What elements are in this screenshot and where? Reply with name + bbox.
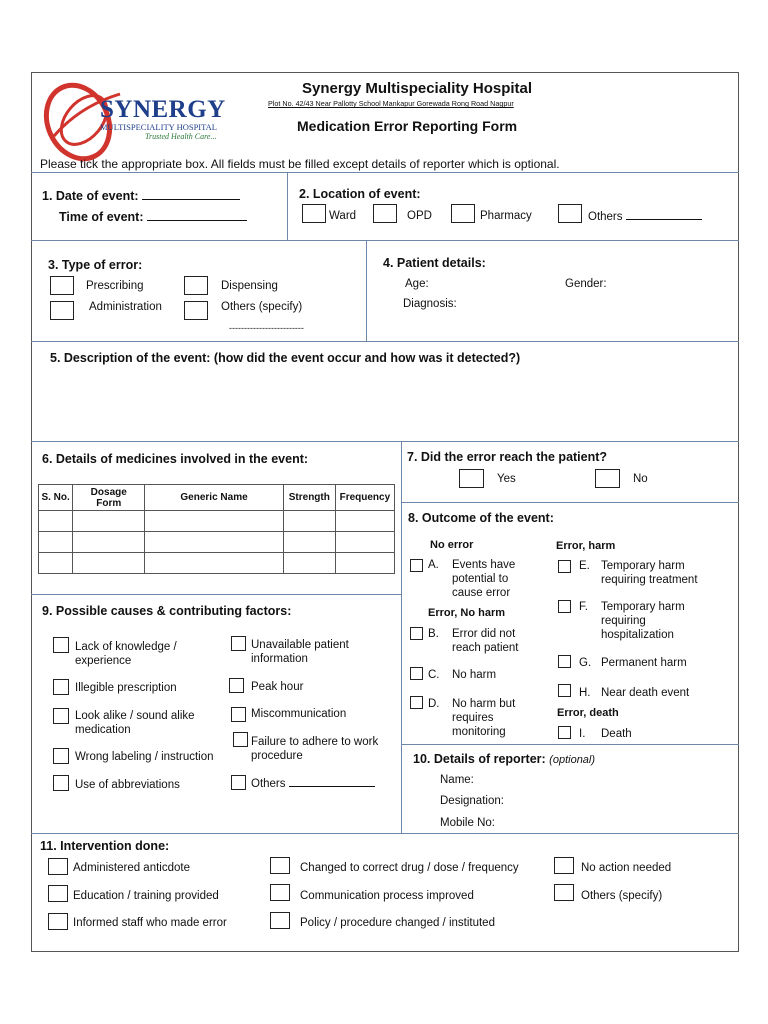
outcome-f-checkbox[interactable] bbox=[558, 600, 571, 613]
divider bbox=[31, 240, 739, 241]
outcome-i-checkbox[interactable] bbox=[558, 726, 571, 739]
cause-failure-line1: Failure to adhere to work bbox=[251, 736, 379, 748]
pharmacy-label: Pharmacy bbox=[480, 210, 532, 222]
outcome-h-text: Near death event bbox=[601, 687, 690, 699]
table-row[interactable] bbox=[39, 511, 395, 532]
outcome-a-checkbox[interactable] bbox=[410, 559, 423, 572]
others-location-checkbox[interactable] bbox=[558, 204, 582, 223]
informed-staff-checkbox[interactable] bbox=[48, 913, 68, 930]
administration-checkbox[interactable] bbox=[50, 301, 74, 320]
logo-subtitle: MULTISPECIALITY HOSPITAL bbox=[100, 122, 217, 132]
cause-others-field[interactable] bbox=[289, 776, 375, 787]
cause-miscommunication-checkbox[interactable] bbox=[231, 707, 246, 722]
outcome-b-line1: Error did not bbox=[452, 628, 516, 640]
cause-lookalike-line1: Look alike / sound alike bbox=[75, 710, 195, 722]
outcome-a-line2: potential to bbox=[452, 573, 509, 585]
outcome-a-line1: Events have bbox=[452, 559, 516, 571]
date-of-event-field[interactable] bbox=[142, 189, 240, 200]
informed-staff-label: Informed staff who made error bbox=[73, 917, 227, 929]
changed-drug-label: Changed to correct drug / dose / frequency bbox=[300, 862, 519, 874]
divider bbox=[287, 172, 288, 240]
reporter-name-label: Name: bbox=[440, 774, 474, 786]
outcome-h-checkbox[interactable] bbox=[558, 684, 571, 697]
divider bbox=[31, 341, 739, 342]
no-action-checkbox[interactable] bbox=[554, 857, 574, 874]
cause-lookalike-line2: medication bbox=[75, 724, 131, 736]
outcome-d-line2: requires bbox=[452, 712, 494, 724]
cause-peak-hour-checkbox[interactable] bbox=[229, 678, 244, 693]
cause-labeling-checkbox[interactable] bbox=[53, 748, 69, 764]
error-death-heading: Error, death bbox=[557, 707, 619, 719]
yes-checkbox[interactable] bbox=[459, 469, 484, 488]
hospital-name: Synergy Multispeciality Hospital bbox=[302, 80, 533, 97]
age-label: Age: bbox=[405, 278, 429, 290]
description-field[interactable] bbox=[40, 370, 730, 436]
outcome-d-line3: monitoring bbox=[452, 726, 506, 738]
table-row[interactable] bbox=[39, 532, 395, 553]
divider bbox=[31, 172, 739, 173]
cause-illegible-checkbox[interactable] bbox=[53, 679, 69, 695]
cause-unavailable-line1: Unavailable patient bbox=[251, 639, 349, 651]
cause-lookalike-checkbox[interactable] bbox=[53, 708, 69, 724]
dispensing-checkbox[interactable] bbox=[184, 276, 208, 295]
others-location-label: Others bbox=[588, 209, 702, 224]
outcome-f-line2: requiring bbox=[601, 615, 646, 627]
cause-knowledge-line2: experience bbox=[75, 655, 132, 667]
section-4-title: 4. Patient details: bbox=[383, 256, 486, 270]
outcome-d-line1: No harm but bbox=[452, 698, 516, 710]
col-frequency: Frequency bbox=[335, 485, 394, 511]
outcome-b-line2: reach patient bbox=[452, 642, 519, 654]
others-type-checkbox[interactable] bbox=[184, 301, 208, 320]
policy-changed-checkbox[interactable] bbox=[270, 912, 290, 929]
no-error-heading: No error bbox=[430, 539, 474, 551]
error-no-harm-heading: Error, No harm bbox=[428, 607, 506, 619]
outcome-c-text: No harm bbox=[452, 669, 497, 681]
others-location-field[interactable] bbox=[626, 209, 702, 220]
no-label: No bbox=[633, 473, 648, 485]
section-5-title: 5. Description of the event: (how did the event occur and how was it detected?) bbox=[50, 351, 521, 365]
logo-word: SYNERGY bbox=[100, 96, 226, 123]
administration-label: Administration bbox=[89, 301, 162, 313]
administered-antidote-label: Administered anticdote bbox=[73, 862, 190, 874]
divider bbox=[366, 240, 367, 341]
cause-knowledge-checkbox[interactable] bbox=[53, 637, 69, 653]
cause-failure-line2: procedure bbox=[251, 750, 303, 762]
section-6-title: 6. Details of medicines involved in the event: bbox=[42, 452, 309, 466]
section-10-title: 10. Details of reporter: (optional) bbox=[413, 752, 596, 766]
logo-tagline: Trusted Health Care... bbox=[145, 132, 217, 141]
prescribing-checkbox[interactable] bbox=[50, 276, 74, 295]
outcome-g-letter: G. bbox=[579, 657, 592, 669]
outcome-b-letter: B. bbox=[428, 628, 439, 640]
reporter-designation-label: Designation: bbox=[440, 795, 504, 807]
time-of-event-label: Time of event: bbox=[59, 210, 247, 225]
outcome-i-letter: I. bbox=[579, 728, 586, 740]
no-action-label: No action needed bbox=[581, 862, 672, 874]
cause-miscommunication-label: Miscommunication bbox=[251, 708, 347, 720]
outcome-a-line3: cause error bbox=[452, 587, 511, 599]
education-training-checkbox[interactable] bbox=[48, 885, 68, 902]
opd-label: OPD bbox=[407, 210, 432, 222]
section-8-title: 8. Outcome of the event: bbox=[408, 511, 554, 525]
reporter-mobile-label: Mobile No: bbox=[440, 817, 495, 829]
outcome-h-letter: H. bbox=[579, 687, 591, 699]
prescribing-label: Prescribing bbox=[86, 280, 144, 292]
outcome-f-line1: Temporary harm bbox=[601, 601, 685, 613]
communication-improved-label: Communication process improved bbox=[300, 890, 474, 902]
cause-unavailable-line2: information bbox=[251, 653, 308, 665]
gender-label: Gender: bbox=[565, 278, 607, 290]
dispensing-label: Dispensing bbox=[221, 280, 278, 292]
cause-peak-hour-label: Peak hour bbox=[251, 681, 304, 693]
others-intervention-checkbox[interactable] bbox=[554, 884, 574, 901]
divider bbox=[401, 744, 739, 745]
opd-checkbox[interactable] bbox=[373, 204, 397, 223]
divider bbox=[31, 833, 739, 834]
form-title: Medication Error Reporting Form bbox=[297, 118, 518, 134]
outcome-e-checkbox[interactable] bbox=[558, 560, 571, 573]
outcome-a-letter: A. bbox=[428, 559, 439, 571]
section-3-title: 3. Type of error: bbox=[48, 258, 143, 272]
col-generic-name: Generic Name bbox=[145, 485, 284, 511]
outcome-e-line2: requiring treatment bbox=[601, 574, 698, 586]
communication-improved-checkbox[interactable] bbox=[270, 884, 290, 901]
divider bbox=[31, 594, 401, 595]
col-dosage-form: Dosage Form bbox=[73, 485, 145, 511]
cause-abbreviations-checkbox[interactable] bbox=[53, 775, 69, 791]
col-strength: Strength bbox=[283, 485, 335, 511]
time-of-event-field[interactable] bbox=[147, 210, 247, 221]
date-of-event-label: 1. Date of event: bbox=[42, 189, 240, 204]
medicines-table bbox=[38, 484, 395, 574]
education-training-label: Education / training provided bbox=[73, 890, 219, 902]
outcome-c-checkbox[interactable] bbox=[410, 667, 423, 680]
table-header-row bbox=[39, 485, 395, 511]
section-9-title: 9. Possible causes & contributing factors: bbox=[42, 604, 292, 618]
others-type-label: Others (specify) bbox=[221, 301, 303, 313]
outcome-f-line3: hospitalization bbox=[601, 629, 674, 641]
cause-illegible-label: Illegible prescription bbox=[75, 682, 177, 694]
outcome-d-checkbox[interactable] bbox=[410, 696, 423, 709]
ward-label: Ward bbox=[329, 210, 357, 222]
hospital-address: Plot No. 42/43 Near Pallotty School Mankapur Gorewada Rong Road Nagpur bbox=[268, 99, 514, 108]
section-11-title: 11. Intervention done: bbox=[40, 839, 170, 853]
changed-drug-checkbox[interactable] bbox=[270, 857, 290, 874]
ward-checkbox[interactable] bbox=[302, 204, 326, 223]
outcome-g-checkbox[interactable] bbox=[558, 655, 571, 668]
administered-antidote-checkbox[interactable] bbox=[48, 858, 68, 875]
table-row[interactable] bbox=[39, 553, 395, 574]
outcome-i-text: Death bbox=[601, 728, 632, 740]
divider bbox=[31, 441, 739, 442]
diagnosis-label: Diagnosis: bbox=[403, 298, 457, 310]
cause-others-label: Others bbox=[251, 776, 375, 791]
others-intervention-label: Others (specify) bbox=[581, 890, 663, 902]
section-2-title: 2. Location of event: bbox=[299, 187, 421, 201]
no-checkbox[interactable] bbox=[595, 469, 620, 488]
cause-failure-checkbox[interactable] bbox=[233, 732, 248, 747]
policy-changed-label: Policy / procedure changed / instituted bbox=[300, 917, 495, 929]
form-instruction: Please tick the appropriate box. All fields must be filled except details of reporter which is optional. bbox=[40, 157, 560, 171]
divider bbox=[401, 502, 739, 503]
cause-knowledge-line1: Lack of knowledge / bbox=[75, 641, 177, 653]
section-7-title: 7. Did the error reach the patient? bbox=[407, 450, 608, 464]
outcome-c-letter: C. bbox=[428, 669, 440, 681]
others-type-field[interactable]: ------------------------- bbox=[229, 323, 304, 333]
error-harm-heading: Error, harm bbox=[556, 540, 616, 552]
divider bbox=[401, 441, 402, 833]
outcome-f-letter: F. bbox=[579, 601, 588, 613]
outcome-e-letter: E. bbox=[579, 560, 590, 572]
cause-labeling-label: Wrong labeling / instruction bbox=[75, 751, 214, 763]
cause-others-checkbox[interactable] bbox=[231, 775, 246, 790]
yes-label: Yes bbox=[497, 473, 516, 485]
col-sno: S. No. bbox=[39, 485, 73, 511]
outcome-d-letter: D. bbox=[428, 698, 440, 710]
outcome-g-text: Permanent harm bbox=[601, 657, 687, 669]
cause-unavailable-checkbox[interactable] bbox=[231, 636, 246, 651]
pharmacy-checkbox[interactable] bbox=[451, 204, 475, 223]
cause-abbreviations-label: Use of abbreviations bbox=[75, 779, 180, 791]
outcome-e-line1: Temporary harm bbox=[601, 560, 685, 572]
outcome-b-checkbox[interactable] bbox=[410, 627, 423, 640]
